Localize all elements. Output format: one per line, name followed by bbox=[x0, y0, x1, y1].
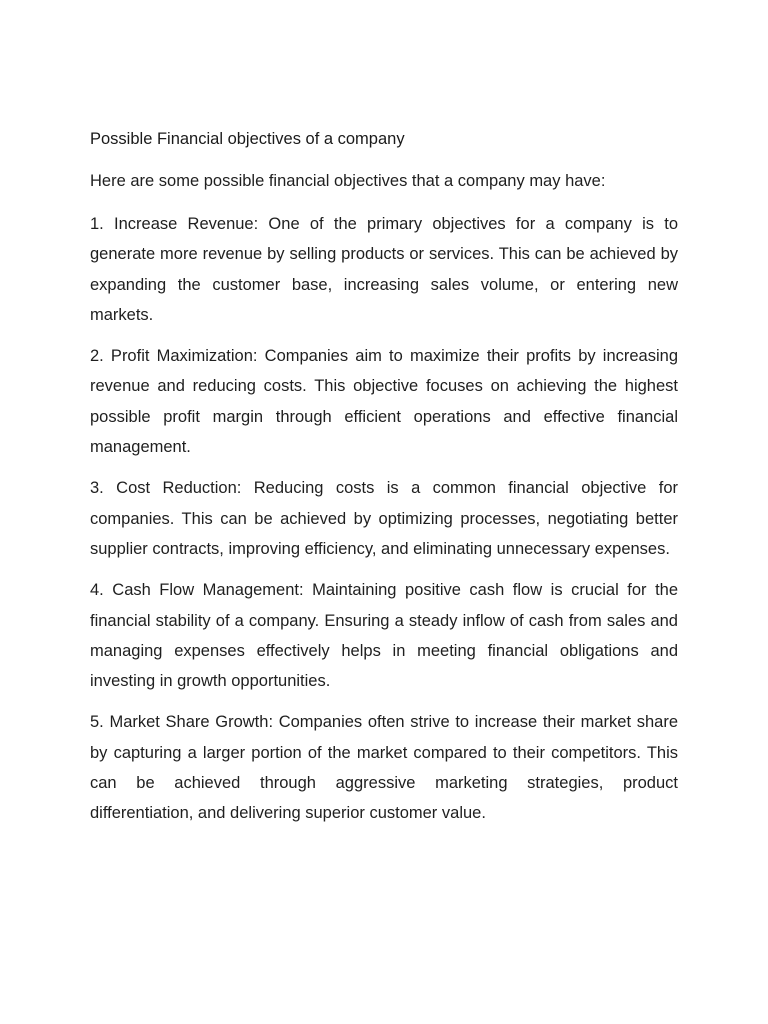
intro-paragraph: Here are some possible financial objectives that a company may have: bbox=[90, 172, 606, 190]
objective-paragraph: 1. Increase Revenue: One of the primary objectives for a company is to generate more revenue by selling products or services. This can be achieved by expanding the customer base, increasing sales volume, or entering new markets. bbox=[90, 215, 678, 324]
objective-paragraph: 2. Profit Maximization: Companies aim to maximize their profits by increasing revenue and reducing costs. This objective focuses on achieving the highest possible profit margin through efficient operations and effective financial management. bbox=[90, 347, 678, 457]
document-body bbox=[90, 127, 678, 840]
document-title: Possible Financial objectives of a company bbox=[90, 130, 405, 148]
objective-paragraph: 3. Cost Reduction: Reducing costs is a common financial objective for companies. This can be achieved by optimizing processes, negotiating better supplier contracts, improving efficiency, and eliminating unnecessary expenses. bbox=[90, 479, 678, 558]
objective-paragraph: 4. Cash Flow Management: Maintaining positive cash flow is crucial for the financial stability of a company. Ensuring a steady inflow of cash from sales and managing expenses effectively helps in meeting financial obligations and investing in growth opportunities. bbox=[90, 581, 678, 691]
objective-paragraph: 5. Market Share Growth: Companies often strive to increase their market share by capturing a larger portion of the market compared to their competitors. This can be achieved through aggressive marketing strategies, product differentiation, and delivering superior customer value. bbox=[90, 713, 678, 823]
